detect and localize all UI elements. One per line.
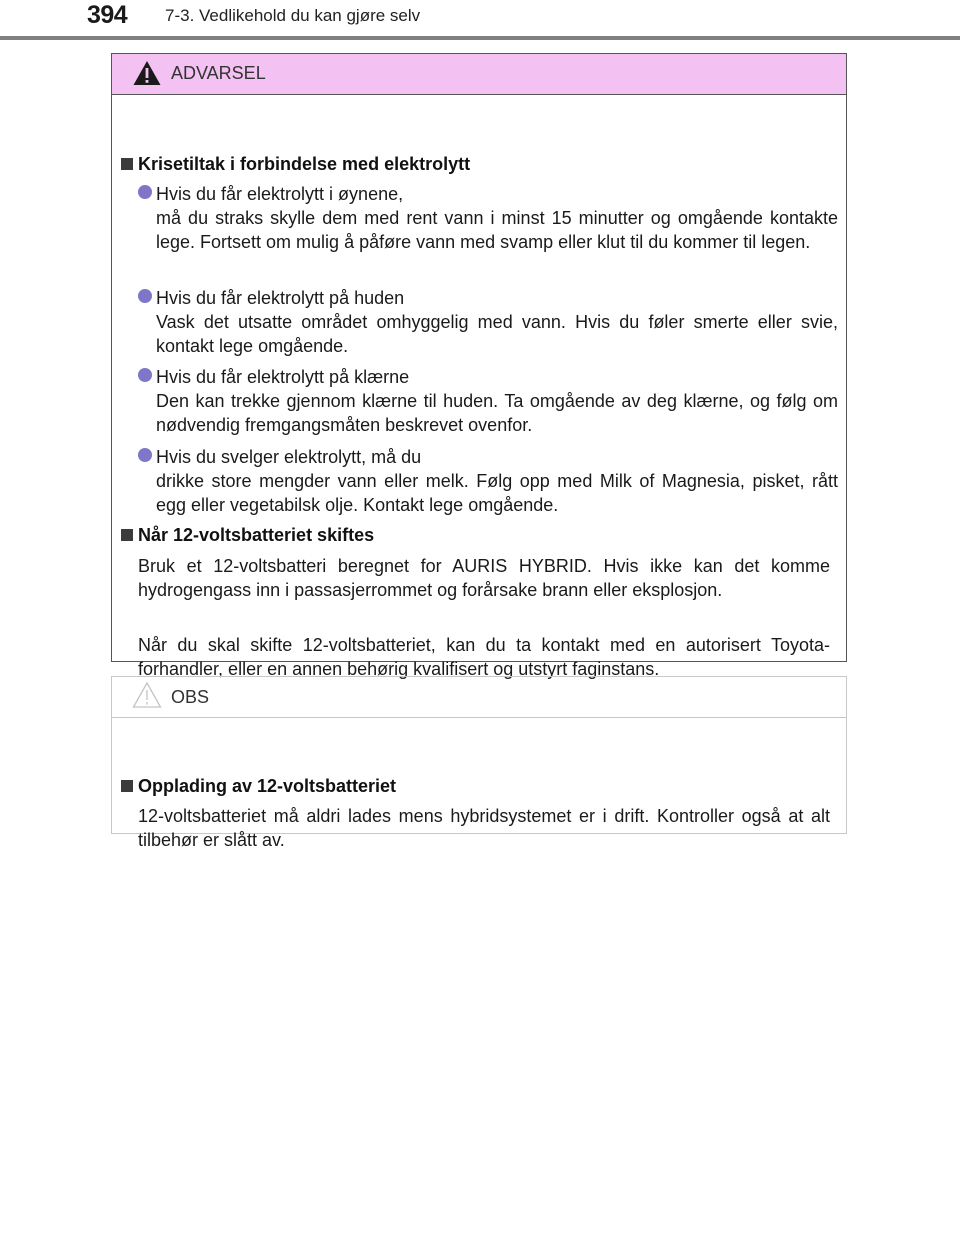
- page-number: 394: [87, 1, 128, 29]
- bullet-body: Den kan trekke gjennom klærne til huden. Ta omgående av deg klærne, og følg om nødvendig fremgangsmåten beskrevet ovenfor.: [156, 391, 838, 435]
- bullet-dot-icon: [138, 368, 152, 382]
- bullet-body: Vask det utsatte området omhyggelig med vann. Hvis du føler smerte eller svie, kontakt lege omgående.: [156, 312, 838, 356]
- bullet-body: må du straks skylle dem med rent vann i minst 15 minutter og omgående kontakte lege. Fortsett om mulig å påføre vann med svamp eller klut til du kommer til legen.: [156, 208, 838, 252]
- warning-box: [111, 53, 847, 679]
- bullet-body: drikke store mengder vann eller melk. Følg opp med Milk of Magnesia, pisket, rått egg eller vegetabilsk olje. Kontakt lege omgående.: [156, 471, 838, 515]
- notice-box: [111, 676, 847, 850]
- warning-label: ADVARSEL: [171, 63, 266, 83]
- bullet-dot-icon: [138, 289, 152, 303]
- section-title: 7-3. Vedlikehold du kan gjøre selv: [165, 6, 421, 25]
- notice-header: [112, 677, 846, 718]
- list-item: [138, 365, 838, 437]
- notice-label: OBS: [171, 687, 210, 707]
- paragraph: Bruk et 12-voltsbatteri beregnet for AURIS HYBRID. Hvis ikke kan det komme hydrogengass inn i passasjerrommet og forårsake brann eller eksplosjon.: [138, 556, 830, 600]
- paragraph: Når du skal skifte 12-voltsbatteriet, kan du ta kontakt med en autorisert Toyota-forhandler, eller en annen behørig kvalifisert og utstyrt faginstans.: [138, 635, 830, 679]
- bullet-dot-icon: [138, 448, 152, 462]
- section-heading-text: Når 12-voltsbatteriet skiftes: [138, 525, 375, 545]
- warning-triangle-icon: [132, 59, 162, 87]
- paragraph: 12-voltsbatteriet må aldri lades mens hybridsystemet er i drift. Kontroller også at alt tilbehør er slått av.: [138, 806, 830, 850]
- section-heading-text: Krisetiltak i forbindelse med elektrolytt: [138, 154, 471, 174]
- section-heading: [121, 525, 374, 546]
- warning-triangle-outline-icon: [132, 681, 162, 709]
- list-item: [138, 182, 838, 254]
- list-item: [138, 286, 838, 358]
- section-heading: [121, 154, 470, 175]
- bullet-title: Hvis du svelger elektrolytt, må du: [156, 447, 422, 467]
- square-bullet-icon: [121, 158, 133, 170]
- page-header: [0, 0, 960, 40]
- bullet-title: Hvis du får elektrolytt i øynene,: [156, 184, 404, 204]
- square-bullet-icon: [121, 780, 133, 792]
- section-heading: [121, 776, 396, 797]
- bullet-title: Hvis du får elektrolytt på huden: [156, 288, 405, 308]
- section-heading-text: Opplading av 12-voltsbatteriet: [138, 776, 397, 796]
- square-bullet-icon: [121, 529, 133, 541]
- bullet-dot-icon: [138, 185, 152, 199]
- header-rule: [0, 36, 960, 40]
- warning-header: [112, 54, 846, 95]
- list-item: [138, 445, 838, 517]
- bullet-title: Hvis du får elektrolytt på klærne: [156, 367, 410, 387]
